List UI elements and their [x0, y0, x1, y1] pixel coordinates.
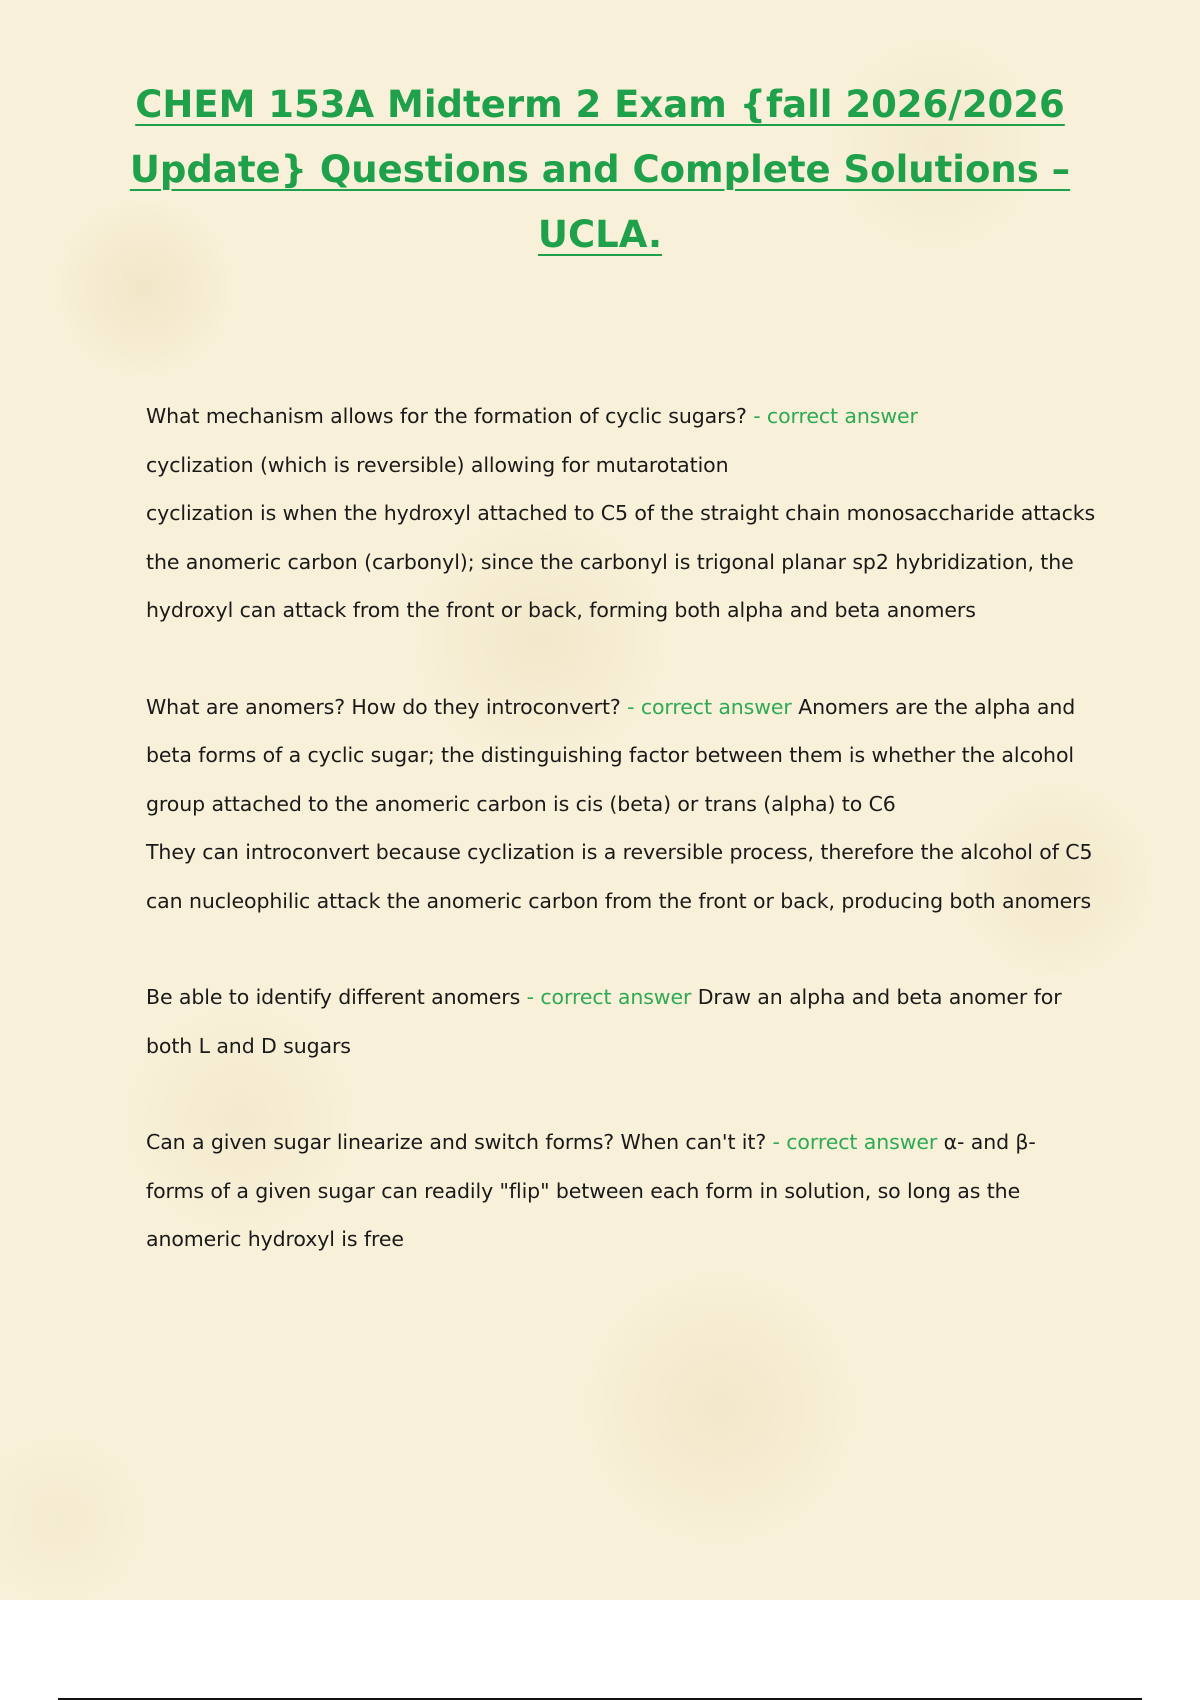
- document-title: CHEM 153A Midterm 2 Exam {fall 2026/2026 Update} Questions and Complete Solutions – UCLA.: [129, 83, 1071, 256]
- question-text: What are anomers? How do they introconvert?: [146, 694, 621, 719]
- answer-label: - correct answer: [627, 694, 792, 719]
- qa-item-1: [146, 392, 1096, 635]
- answer-label: - correct answer: [526, 985, 692, 1009]
- answer-text: α- and β- forms of a given sugar can readily "flip" between each form in solution, so long as the anomeric hydroxyl is free: [146, 1130, 1036, 1251]
- qa-item-2: [146, 683, 1096, 926]
- question-text: Be able to identify different anomers: [146, 985, 521, 1009]
- question-text: Can a given sugar linearize and switch forms? When can't it?: [146, 1130, 767, 1154]
- qa-item-4: [146, 1118, 1096, 1264]
- answer-label: - correct answer: [772, 1130, 938, 1154]
- answer-text: cyclization is when the hydroxyl attached to C5 of the straight chain monosaccharide attacks the anomeric carbon (carbonyl); since the carbonyl is trigonal planar sp2 hybridization, the hydroxyl can attack from the front or back, forming both alpha and beta anomers: [146, 501, 1096, 622]
- question-text: What mechanism allows for the formation of cyclic sugars?: [146, 404, 747, 428]
- answer-text: They can introconvert because cyclization is a reversible process, therefore the alcohol of C5 can nucleophilic attack the anomeric carbon from the front or back, producing both anomers: [146, 840, 1093, 913]
- qa-item-3: [146, 973, 1096, 1070]
- answer-label: - correct answer: [753, 404, 918, 428]
- answer-text: cyclization (which is reversible) allowing for mutarotation: [146, 452, 729, 477]
- qa-content: [146, 392, 1096, 1312]
- answer-text: Anomers are the alpha and beta forms of a cyclic sugar; the distinguishing factor between them is whether the alcohol group attached to the anomeric carbon is cis (beta) or trans (alpha) to C6: [146, 694, 1076, 816]
- answer-text: Draw an alpha and beta anomer for both L and D sugars: [146, 985, 1062, 1058]
